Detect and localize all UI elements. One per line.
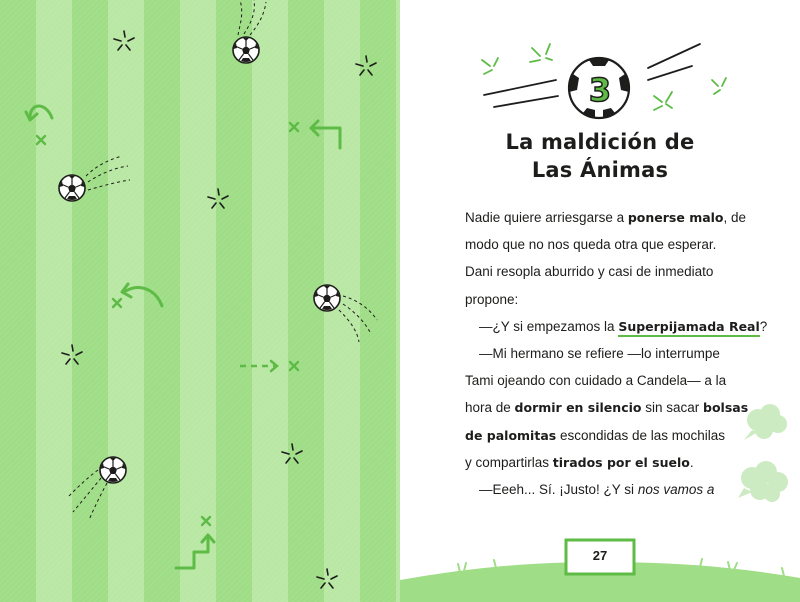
text-line — [465, 422, 765, 449]
text-line — [465, 286, 765, 313]
text-run: propone: — [465, 291, 519, 307]
text-line — [465, 367, 765, 394]
page-number: 27 — [592, 548, 608, 563]
text-run: Dani resopla aburrido y casi de inmediato — [465, 264, 714, 280]
text-run: Tami ojeando con cuidado a Candela— a la — [465, 373, 727, 389]
text-run: Nadie quiere arriesgarse a — [465, 210, 628, 225]
text-run: —¿Y si empezamos la — [479, 318, 619, 334]
text-run: sin sacar — [641, 400, 704, 416]
sparkle-icon — [114, 31, 134, 50]
highlighted-phrase: bolsas — [703, 400, 749, 416]
x-mark-icon — [113, 299, 121, 307]
text-line — [465, 340, 765, 367]
corner-arrow-icon — [311, 121, 340, 148]
text-line — [465, 204, 765, 231]
text-run: ? — [759, 318, 768, 334]
text-line — [465, 394, 765, 421]
soccer-ball-icon — [67, 457, 126, 520]
highlighted-phrase: Superpijamada Real — [618, 319, 759, 337]
chapter-title-line-2: Las Ánimas — [531, 158, 669, 182]
sparkle-icon — [356, 56, 376, 75]
soccer-ball-icon — [314, 285, 377, 342]
highlighted-phrase: de palomitas — [465, 427, 557, 443]
text-line — [465, 258, 765, 285]
chapter-title-line-1: La maldición de — [505, 130, 695, 154]
sparkle-icon — [317, 569, 337, 588]
text-run: hora de — [465, 400, 515, 416]
sparkle-icon — [282, 444, 302, 463]
body-text — [465, 204, 768, 503]
stair-arrow-icon — [176, 535, 214, 568]
soccer-ball-icon — [233, 0, 266, 63]
soccer-ball-icon — [59, 156, 130, 201]
chapter-title — [440, 128, 760, 184]
text-run: —Eeeh... Sí. ¡Justo! ¿Y si — [479, 482, 638, 498]
x-mark-icon — [37, 136, 45, 144]
sparkle-icon — [208, 189, 228, 208]
highlighted-phrase: dormir en silencio — [514, 400, 642, 416]
sparkle-icon — [530, 44, 552, 62]
x-mark-icon — [290, 362, 298, 370]
text-line — [465, 476, 765, 503]
text-line — [465, 449, 765, 476]
chapter-number: 3 — [588, 71, 612, 109]
sparkle-icon — [654, 92, 672, 110]
dashed-arrow-icon — [240, 361, 277, 371]
right-page — [400, 0, 800, 602]
italic-phrase: nos vamos a — [637, 482, 715, 498]
x-mark-icon — [202, 517, 210, 525]
text-run: . — [689, 454, 694, 470]
text-run: modo que no nos queda otra que esperar. — [465, 237, 717, 253]
curved-arrow-icon — [26, 106, 52, 120]
text-run: y compartirlas — [465, 454, 553, 470]
sparkle-icon — [712, 78, 726, 94]
sparkle-icon — [482, 58, 498, 74]
text-run: —Mi hermano se refiere —lo interrumpe — [479, 346, 720, 362]
text-line — [465, 313, 768, 340]
curved-arrow-icon — [122, 284, 162, 306]
sparkle-icon — [62, 345, 82, 364]
x-mark-icon — [290, 123, 298, 131]
text-run: escondidas de las mochilas — [556, 427, 726, 443]
text-run: , de — [723, 210, 747, 225]
highlighted-phrase: tirados por el suelo — [552, 454, 690, 470]
text-line — [465, 231, 765, 258]
highlighted-phrase: ponerse malo — [627, 210, 724, 225]
